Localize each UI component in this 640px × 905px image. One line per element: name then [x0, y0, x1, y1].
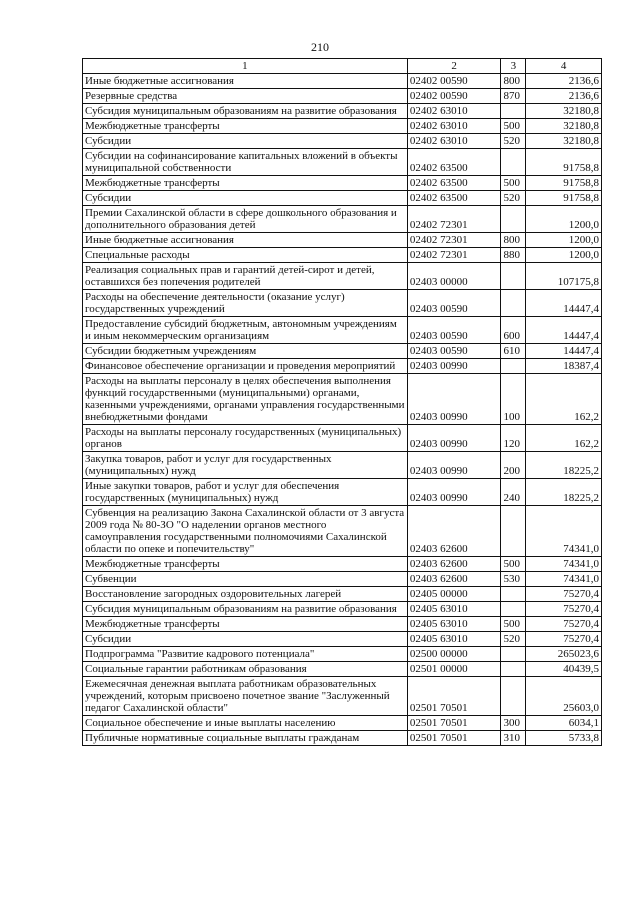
table-row — [83, 344, 602, 359]
row-name-cell: Межбюджетные трансферты — [83, 119, 408, 134]
row-name-cell: Субсидии — [83, 191, 408, 206]
table-row — [83, 677, 602, 716]
row-amount-cell: 32180,8 — [526, 119, 602, 134]
row-name-cell: Социальное обеспечение и иные выплаты населению — [83, 716, 408, 731]
header-col-1: 1 — [83, 59, 408, 74]
row-amount-cell: 18387,4 — [526, 359, 602, 374]
row-amount-cell: 14447,4 — [526, 344, 602, 359]
row-code-cell: 02403 00590 — [407, 344, 501, 359]
table-row — [83, 74, 602, 89]
row-code-cell: 02402 00590 — [407, 74, 501, 89]
row-amount-cell: 32180,8 — [526, 134, 602, 149]
row-name-cell: Резервные средства — [83, 89, 408, 104]
row-code-cell: 02403 62600 — [407, 557, 501, 572]
row-amount-cell: 75270,4 — [526, 632, 602, 647]
row-type-cell — [501, 587, 526, 602]
table-row — [83, 233, 602, 248]
row-code-cell: 02403 00990 — [407, 479, 501, 506]
table-row — [83, 134, 602, 149]
row-code-cell: 02405 63010 — [407, 632, 501, 647]
table-row — [83, 452, 602, 479]
row-amount-cell: 18225,2 — [526, 452, 602, 479]
table-row — [83, 206, 602, 233]
row-type-cell: 800 — [501, 74, 526, 89]
row-name-cell: Межбюджетные трансферты — [83, 617, 408, 632]
row-code-cell: 02500 00000 — [407, 647, 501, 662]
row-name-cell: Субсидия муниципальным образованиям на развитие образования — [83, 104, 408, 119]
row-code-cell: 02402 63500 — [407, 191, 501, 206]
table-row — [83, 602, 602, 617]
row-code-cell: 02405 00000 — [407, 587, 501, 602]
table-body — [83, 74, 602, 746]
row-type-cell — [501, 149, 526, 176]
row-name-cell: Субсидии — [83, 134, 408, 149]
table-row — [83, 647, 602, 662]
row-type-cell: 800 — [501, 233, 526, 248]
row-type-cell: 530 — [501, 572, 526, 587]
row-type-cell: 520 — [501, 134, 526, 149]
row-name-cell: Реализация социальных прав и гарантий детей-сирот и детей, оставшихся без попечения родителей — [83, 263, 408, 290]
row-amount-cell: 14447,4 — [526, 290, 602, 317]
row-name-cell: Субвенция на реализацию Закона Сахалинской области от 3 августа 2009 года № 80-ЗО "О наделении органов местного самоуправления государственными полномочиями Сахалинской области по опеке и попечительству" — [83, 506, 408, 557]
row-amount-cell: 91758,8 — [526, 149, 602, 176]
row-name-cell: Субвенции — [83, 572, 408, 587]
table-row — [83, 317, 602, 344]
row-type-cell: 870 — [501, 89, 526, 104]
row-code-cell: 02405 63010 — [407, 617, 501, 632]
row-amount-cell: 2136,6 — [526, 89, 602, 104]
table-row — [83, 290, 602, 317]
row-amount-cell: 91758,8 — [526, 191, 602, 206]
table-row — [83, 89, 602, 104]
row-name-cell: Социальные гарантии работникам образования — [83, 662, 408, 677]
row-amount-cell: 74341,0 — [526, 506, 602, 557]
row-code-cell: 02403 62600 — [407, 506, 501, 557]
row-type-cell: 500 — [501, 176, 526, 191]
row-code-cell: 02402 63500 — [407, 149, 501, 176]
row-type-cell: 500 — [501, 557, 526, 572]
row-type-cell: 200 — [501, 452, 526, 479]
table-row — [83, 248, 602, 263]
row-amount-cell: 1200,0 — [526, 206, 602, 233]
row-code-cell: 02501 70501 — [407, 731, 501, 746]
table-row — [83, 191, 602, 206]
row-code-cell: 02403 00990 — [407, 374, 501, 425]
row-type-cell: 240 — [501, 479, 526, 506]
row-name-cell: Предоставление субсидий бюджетным, автономным учреждениям и иным некоммерческим организациям — [83, 317, 408, 344]
row-type-cell — [501, 290, 526, 317]
row-name-cell: Восстановление загородных оздоровительных лагерей — [83, 587, 408, 602]
row-amount-cell: 18225,2 — [526, 479, 602, 506]
row-type-cell: 880 — [501, 248, 526, 263]
table-row — [83, 617, 602, 632]
row-amount-cell: 74341,0 — [526, 572, 602, 587]
row-code-cell: 02501 70501 — [407, 716, 501, 731]
row-name-cell: Расходы на обеспечение деятельности (оказание услуг) государственных учреждений — [83, 290, 408, 317]
row-name-cell: Межбюджетные трансферты — [83, 557, 408, 572]
row-name-cell: Подпрограмма "Развитие кадрового потенциала" — [83, 647, 408, 662]
row-code-cell: 02403 00990 — [407, 425, 501, 452]
table-row — [83, 104, 602, 119]
table-row — [83, 572, 602, 587]
row-code-cell: 02501 00000 — [407, 662, 501, 677]
row-code-cell: 02402 72301 — [407, 248, 501, 263]
row-name-cell: Иные бюджетные ассигнования — [83, 233, 408, 248]
row-name-cell: Расходы на выплаты персоналу государственных (муниципальных) органов — [83, 425, 408, 452]
row-amount-cell: 5733,8 — [526, 731, 602, 746]
row-name-cell: Ежемесячная денежная выплата работникам образовательных учреждений, которым присвоено почетное звание "Заслуженный педагог Сахалинской области" — [83, 677, 408, 716]
row-code-cell: 02403 00590 — [407, 290, 501, 317]
row-name-cell: Субсидия муниципальным образованиям на развитие образования — [83, 602, 408, 617]
row-amount-cell: 162,2 — [526, 374, 602, 425]
header-col-3: 3 — [501, 59, 526, 74]
row-name-cell: Публичные нормативные социальные выплаты гражданам — [83, 731, 408, 746]
row-amount-cell: 6034,1 — [526, 716, 602, 731]
row-type-cell: 120 — [501, 425, 526, 452]
row-amount-cell: 74341,0 — [526, 557, 602, 572]
table-row — [83, 632, 602, 647]
row-name-cell: Субсидии бюджетным учреждениям — [83, 344, 408, 359]
row-type-cell: 100 — [501, 374, 526, 425]
row-amount-cell: 40439,5 — [526, 662, 602, 677]
table-row — [83, 176, 602, 191]
row-amount-cell: 107175,8 — [526, 263, 602, 290]
row-amount-cell: 32180,8 — [526, 104, 602, 119]
row-code-cell: 02402 63010 — [407, 134, 501, 149]
row-amount-cell: 1200,0 — [526, 248, 602, 263]
row-code-cell: 02501 70501 — [407, 677, 501, 716]
row-name-cell: Финансовое обеспечение организации и проведения мероприятий — [83, 359, 408, 374]
row-code-cell: 02403 00990 — [407, 359, 501, 374]
table-row — [83, 119, 602, 134]
row-amount-cell: 75270,4 — [526, 587, 602, 602]
table-row — [83, 716, 602, 731]
row-name-cell: Специальные расходы — [83, 248, 408, 263]
table-row — [83, 731, 602, 746]
table-row — [83, 263, 602, 290]
table-row — [83, 374, 602, 425]
row-amount-cell: 2136,6 — [526, 74, 602, 89]
row-code-cell: 02403 62600 — [407, 572, 501, 587]
table-row — [83, 557, 602, 572]
row-name-cell: Премии Сахалинской области в сфере дошкольного образования и дополнительного образования детей — [83, 206, 408, 233]
row-amount-cell: 265023,6 — [526, 647, 602, 662]
table-row — [83, 425, 602, 452]
row-code-cell: 02403 00990 — [407, 452, 501, 479]
row-amount-cell: 162,2 — [526, 425, 602, 452]
row-type-cell — [501, 206, 526, 233]
row-code-cell: 02402 00590 — [407, 89, 501, 104]
row-type-cell — [501, 602, 526, 617]
table-row — [83, 359, 602, 374]
row-type-cell: 520 — [501, 191, 526, 206]
table-row — [83, 149, 602, 176]
row-type-cell — [501, 662, 526, 677]
row-code-cell: 02402 63010 — [407, 119, 501, 134]
row-code-cell: 02402 72301 — [407, 233, 501, 248]
row-type-cell: 610 — [501, 344, 526, 359]
row-name-cell: Субсидии на софинансирование капитальных вложений в объекты муниципальной собственности — [83, 149, 408, 176]
row-type-cell — [501, 677, 526, 716]
row-name-cell: Закупка товаров, работ и услуг для государственных (муниципальных) нужд — [83, 452, 408, 479]
row-code-cell: 02402 63500 — [407, 176, 501, 191]
row-type-cell: 520 — [501, 632, 526, 647]
row-code-cell: 02402 72301 — [407, 206, 501, 233]
header-col-2: 2 — [407, 59, 501, 74]
budget-table — [82, 58, 602, 746]
row-name-cell: Расходы на выплаты персоналу в целях обеспечения выполнения функций государственными (муниципальными) органами, казенными учреждениями, органами управления государственными внебюджетными фондами — [83, 374, 408, 425]
row-type-cell — [501, 506, 526, 557]
page-number: 210 — [311, 40, 329, 54]
row-type-cell — [501, 263, 526, 290]
row-code-cell: 02403 00590 — [407, 317, 501, 344]
header-col-4: 4 — [526, 59, 602, 74]
row-code-cell: 02405 63010 — [407, 602, 501, 617]
row-name-cell: Субсидии — [83, 632, 408, 647]
row-amount-cell: 75270,4 — [526, 602, 602, 617]
row-type-cell: 500 — [501, 119, 526, 134]
row-amount-cell: 91758,8 — [526, 176, 602, 191]
row-type-cell — [501, 359, 526, 374]
row-type-cell: 310 — [501, 731, 526, 746]
table-row — [83, 587, 602, 602]
row-type-cell: 600 — [501, 317, 526, 344]
row-code-cell: 02402 63010 — [407, 104, 501, 119]
row-amount-cell: 1200,0 — [526, 233, 602, 248]
table-row — [83, 662, 602, 677]
table-row — [83, 479, 602, 506]
row-amount-cell: 75270,4 — [526, 617, 602, 632]
row-type-cell — [501, 647, 526, 662]
table-row — [83, 506, 602, 557]
row-name-cell: Межбюджетные трансферты — [83, 176, 408, 191]
row-amount-cell: 25603,0 — [526, 677, 602, 716]
row-code-cell: 02403 00000 — [407, 263, 501, 290]
row-name-cell: Иные закупки товаров, работ и услуг для обеспечения государственных (муниципальных) нужд — [83, 479, 408, 506]
row-amount-cell: 14447,4 — [526, 317, 602, 344]
row-type-cell — [501, 104, 526, 119]
row-name-cell: Иные бюджетные ассигнования — [83, 74, 408, 89]
table-header-row — [83, 59, 602, 74]
row-type-cell: 300 — [501, 716, 526, 731]
row-type-cell: 500 — [501, 617, 526, 632]
